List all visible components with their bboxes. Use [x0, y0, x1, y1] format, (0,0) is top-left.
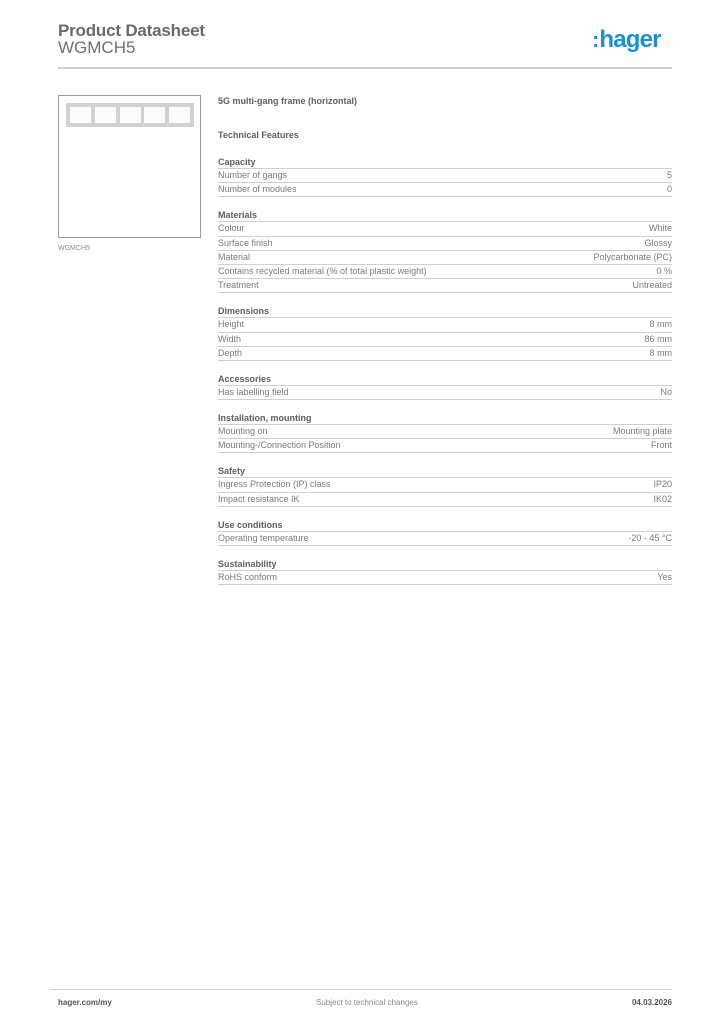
spec-value: No	[660, 386, 672, 397]
spec-value: 0 %	[656, 265, 672, 276]
spec-section-capacity	[218, 156, 672, 197]
section-title: Materials	[218, 209, 672, 222]
spec-value: Mounting plate	[612, 426, 672, 437]
spec-label: Treatment	[218, 280, 259, 291]
spec-value: Front	[650, 440, 672, 451]
spec-value: IP20	[653, 479, 672, 490]
section-title: Dimensions	[218, 305, 672, 318]
logo-prefix: :	[592, 27, 599, 52]
gang-opening	[120, 107, 141, 123]
spec-value: 5	[666, 170, 672, 180]
spec-value: White	[648, 223, 672, 234]
spec-value: IK02	[653, 493, 672, 504]
spec-row	[218, 347, 672, 361]
spec-label: Ingress Protection (IP) class	[218, 479, 331, 490]
spec-value: -20 - 45 °C	[628, 532, 672, 543]
spec-label: Material	[218, 251, 251, 262]
hager-logo	[592, 28, 661, 52]
spec-value: Glossy	[644, 237, 672, 248]
document-title: Product Datasheet	[58, 21, 205, 40]
spec-label: Mounting on	[218, 426, 268, 437]
section-title: Accessories	[218, 373, 672, 386]
product-image	[58, 95, 201, 238]
spec-row	[218, 571, 672, 585]
footer-website: hager.com/my	[58, 998, 112, 1007]
gang-opening	[144, 107, 165, 123]
spec-value: 8 mm	[649, 319, 672, 330]
spec-section-installation-mounting	[218, 412, 672, 453]
spec-value: Untreated	[632, 280, 672, 291]
spec-label: RoHS conform	[218, 572, 278, 582]
section-title: Safety	[218, 465, 672, 478]
spec-label: Height	[218, 319, 245, 330]
spec-section-dimensions	[218, 305, 672, 361]
spec-row	[218, 237, 672, 251]
spec-label: Mounting-/Connection Position	[218, 440, 341, 451]
spec-label: Has labelling field	[218, 386, 289, 397]
spec-label: Surface finish	[218, 237, 273, 248]
section-title: Use conditions	[218, 519, 672, 532]
spec-row	[218, 333, 672, 347]
spec-row	[218, 425, 672, 439]
spec-row	[218, 265, 672, 279]
spec-label: Width	[218, 333, 242, 344]
section-title: Capacity	[218, 156, 672, 169]
spec-value: Yes	[657, 572, 672, 582]
header-divider	[58, 67, 672, 69]
multi-gang-frame-illustration	[66, 103, 194, 127]
footer-divider	[50, 989, 672, 990]
footer-notice: Subject to technical changes	[316, 998, 418, 1007]
spec-row	[218, 386, 672, 400]
spec-row	[218, 222, 672, 236]
spec-section-safety	[218, 465, 672, 506]
spec-value: 8 mm	[649, 347, 672, 358]
spec-value: 0	[666, 184, 672, 195]
spec-value: 86 mm	[644, 333, 672, 344]
gang-opening	[70, 107, 91, 123]
spec-label: Depth	[218, 347, 243, 358]
gang-opening	[95, 107, 116, 123]
logo-text: hager	[599, 26, 661, 53]
spec-row	[218, 318, 672, 332]
spec-row	[218, 439, 672, 453]
spec-section-materials	[218, 209, 672, 293]
product-name: 5G multi-gang frame (horizontal)	[218, 96, 358, 106]
section-title: Sustainability	[218, 558, 672, 571]
spec-label: Contains recycled material (% of total plastic weight)	[218, 265, 427, 276]
spec-label: Number of modules	[218, 184, 297, 195]
spec-content	[218, 96, 672, 585]
gang-opening	[169, 107, 190, 123]
section-title: Installation, mounting	[218, 412, 672, 425]
spec-row	[218, 532, 672, 546]
footer-date: 04.03.2026	[631, 998, 672, 1007]
spec-row	[218, 478, 672, 492]
technical-features-title: Technical Features	[218, 130, 299, 140]
spec-row	[218, 279, 672, 293]
spec-row	[218, 183, 672, 197]
spec-label: Impact resistance IK	[218, 493, 300, 504]
spec-section-sustainability	[218, 558, 672, 585]
spec-section-accessories	[218, 373, 672, 400]
spec-row	[218, 251, 672, 265]
spec-row	[218, 493, 672, 507]
product-code: WGMCH5	[58, 38, 136, 57]
spec-row	[218, 169, 672, 183]
spec-sections	[218, 156, 672, 585]
image-caption: WGMCH5	[58, 245, 90, 252]
spec-value: Polycarbonate (PC)	[593, 251, 672, 262]
spec-label: Number of gangs	[218, 170, 288, 180]
spec-section-use-conditions	[218, 519, 672, 546]
spec-label: Operating temperature	[218, 532, 309, 543]
spec-label: Colour	[218, 223, 245, 234]
